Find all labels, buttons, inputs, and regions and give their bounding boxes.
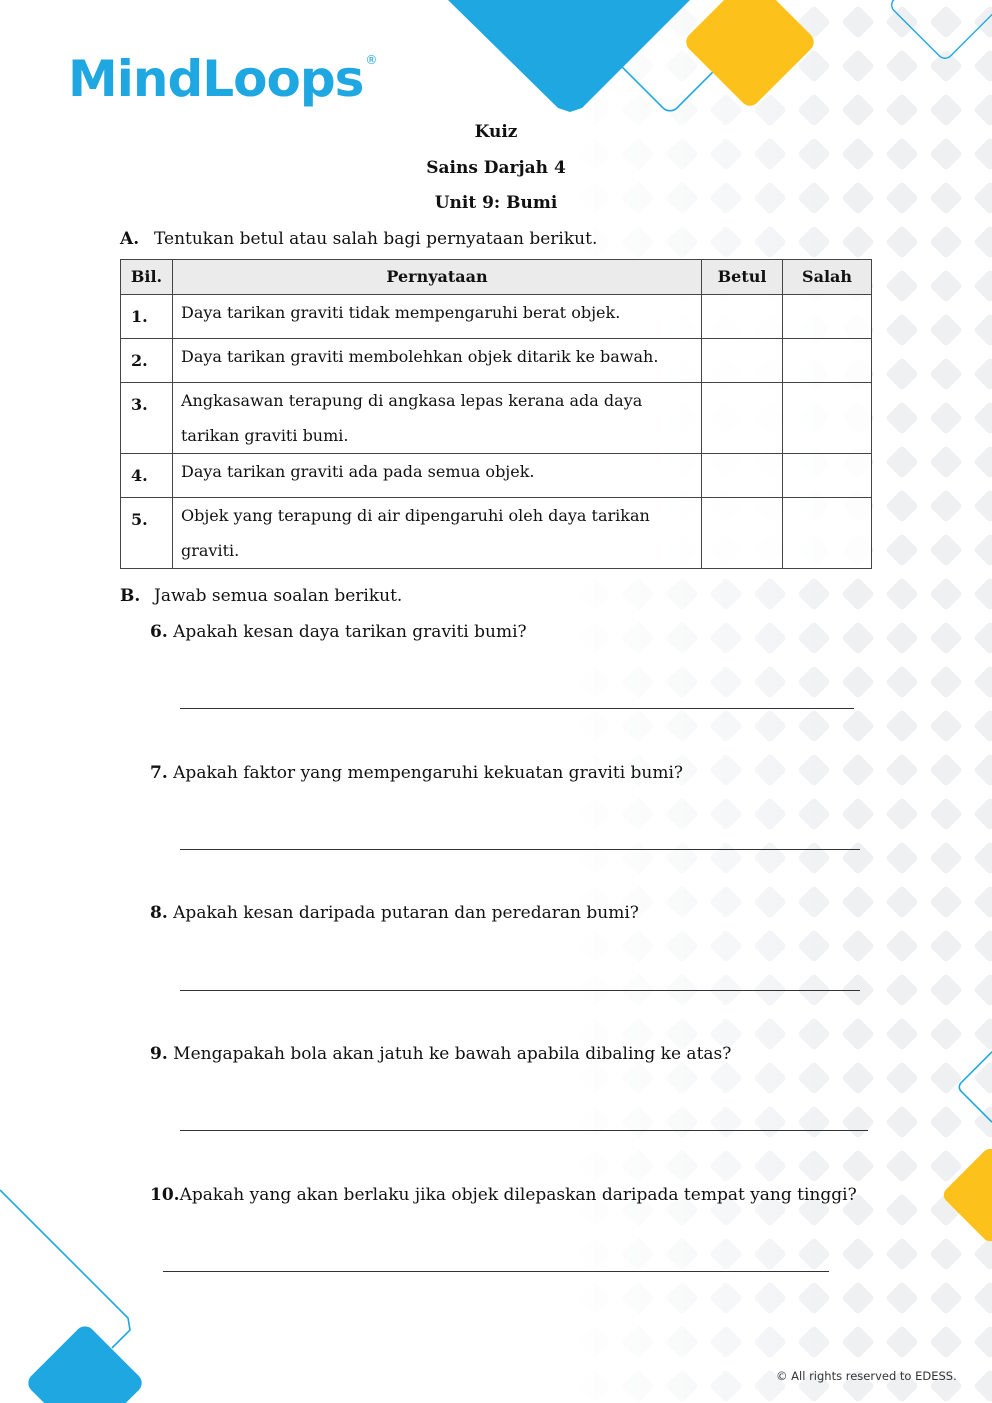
betul-cell[interactable] <box>702 454 783 498</box>
copyright-footer: © All rights reserved to EDESS. <box>776 1369 957 1383</box>
row-statement: Daya tarikan graviti tidak mempengaruhi berat objek. <box>172 295 701 339</box>
quiz-title: Kuiz <box>474 122 518 142</box>
row-statement: Angkasawan terapung di angkasa lepas kerana ada daya tarikan graviti bumi. <box>172 383 701 454</box>
unit-title: Unit 9: Bumi <box>434 193 558 213</box>
table-row <box>121 498 872 569</box>
question-6 <box>150 622 527 642</box>
question-text: Mengapakah bola akan jatuh ke bawah apabila dibaling ke atas? <box>173 1044 732 1064</box>
question-number: 8. <box>150 903 168 923</box>
table-row <box>121 339 872 383</box>
table-row <box>121 383 872 454</box>
col-header-betul: Betul <box>702 260 783 295</box>
row-number: 4. <box>121 454 173 498</box>
betul-cell[interactable] <box>702 295 783 339</box>
question-9 <box>150 1044 731 1064</box>
question-text: Apakah kesan daya tarikan graviti bumi? <box>173 622 527 642</box>
col-header-pernyataan: Pernyataan <box>172 260 701 295</box>
row-statement: Daya tarikan graviti ada pada semua objek. <box>172 454 701 498</box>
answer-line-10[interactable] <box>163 1271 829 1272</box>
row-number: 5. <box>121 498 173 569</box>
row-number: 3. <box>121 383 173 454</box>
question-7 <box>150 763 683 783</box>
question-text: Apakah kesan daripada putaran dan peredaran bumi? <box>173 903 639 923</box>
col-header-salah: Salah <box>783 260 872 295</box>
mindloops-logo: MindLoops ® <box>68 50 377 108</box>
answer-line-9[interactable] <box>180 1130 868 1131</box>
question-number: 10. <box>150 1185 180 1205</box>
betul-cell[interactable] <box>702 498 783 569</box>
betul-cell[interactable] <box>702 383 783 454</box>
salah-cell[interactable] <box>783 498 872 569</box>
salah-cell[interactable] <box>783 295 872 339</box>
question-number: 7. <box>150 763 168 783</box>
question-number: 6. <box>150 622 168 642</box>
section-a-heading: A. Tentukan betul atau salah bagi pernyataan berikut. <box>120 229 598 249</box>
row-number: 2. <box>121 339 173 383</box>
salah-cell[interactable] <box>783 339 872 383</box>
blue-diamond-bottom-left <box>24 1322 146 1403</box>
row-statement: Objek yang terapung di air dipengaruhi oleh daya tarikan graviti. <box>172 498 701 569</box>
true-false-table <box>120 259 872 569</box>
salah-cell[interactable] <box>783 454 872 498</box>
outline-line-bottom-left <box>0 1190 130 1348</box>
question-text: Apakah faktor yang mempengaruhi kekuatan graviti bumi? <box>173 763 684 783</box>
betul-cell[interactable] <box>702 339 783 383</box>
question-number: 9. <box>150 1044 168 1064</box>
question-text: Apakah yang akan berlaku jika objek dilepaskan daripada tempat yang tinggi? <box>179 1185 857 1205</box>
row-number: 1. <box>121 295 173 339</box>
subject-title: Sains Darjah 4 <box>426 158 566 178</box>
question-8 <box>150 903 639 923</box>
col-header-bil: Bil. <box>121 260 173 295</box>
answer-line-6[interactable] <box>180 708 854 709</box>
question-10 <box>150 1185 857 1205</box>
answer-line-8[interactable] <box>180 990 860 991</box>
section-b-heading: B. Jawab semua soalan berikut. <box>120 586 403 606</box>
answer-line-7[interactable] <box>180 849 860 850</box>
table-header-row <box>121 260 872 295</box>
salah-cell[interactable] <box>783 383 872 454</box>
row-statement: Daya tarikan graviti membolehkan objek ditarik ke bawah. <box>172 339 701 383</box>
table-row <box>121 454 872 498</box>
table-row <box>121 295 872 339</box>
